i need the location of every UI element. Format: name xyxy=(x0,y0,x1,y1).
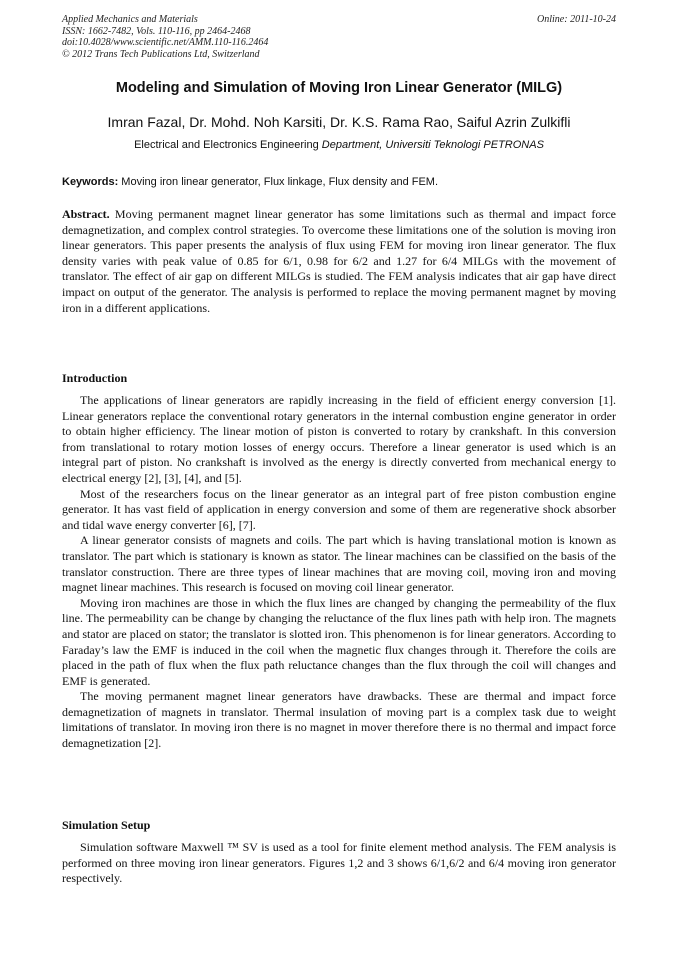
paragraph: A linear generator consists of magnets and coils. The part which is having translational motion is known as translator. The part which is stationary is known as stator. The linear machines can be classified on the basis of the translator construction. There are three types of linear machines that are moving coil, moving iron and moving magnet linear machines. This research is focused on moving coil linear generator. xyxy=(62,533,616,595)
journal-doi: doi:10.4028/www.scientific.net/AMM.110-116.2464 xyxy=(62,37,269,48)
paper-authors: Imran Fazal, Dr. Mohd. Noh Karsiti, Dr. K.S. Rama Rao, Saiful Azrin Zulkifli xyxy=(107,114,571,130)
keywords-label: Keywords: xyxy=(62,176,119,188)
paragraph: Moving iron machines are those in which the flux lines are changed by changing the permeability of the flux line. The permeability can be change by changing the reluctance of the flux lines path with help iron. The magnets and stator are placed on stator; the translator is slotted iron. This phenomenon is for linear generators. According to Faraday’s law the EMF is induced in the coil when the magnetic flux changes through it. Therefore the coils are placed in the path of flux when the flux path reluctance changes than the flux through the coil will changes and EMF is generated. xyxy=(62,595,616,688)
journal-name: Applied Mechanics and Materials xyxy=(62,14,198,25)
affiliation-plain: Electrical and Electronics Engineering xyxy=(134,139,322,151)
paragraph: The moving permanent magnet linear generators have drawbacks. These are thermal and impact force demagnetization of magnets in translator. Thermal insulation of moving part is a complex task due to weight limitations of translator. In moving iron there is no magnet in mover therefore there is no thermal and impact force demagnetization [2]. xyxy=(62,689,616,751)
online-date: Online: 2011-10-24 xyxy=(537,14,616,25)
paragraph: Simulation software Maxwell ™ SV is used as a tool for finite element method analysis. The FEM analysis is performed on three moving iron linear generators. Figures 1,2 and 3 shows 6/1,6/2 and 6/4 moving iron generator respectively. xyxy=(62,840,616,886)
paper-title: Modeling and Simulation of Moving Iron Linear Generator (MILG) xyxy=(115,80,563,96)
abstract-label: Abstract. xyxy=(62,207,110,221)
affiliation-italic: Department, Universiti Teknologi PETRONAS xyxy=(321,139,544,151)
simulation-body xyxy=(62,840,616,887)
abstract-text: Moving permanent magnet linear generator has some limitations such as thermal and impact force demagnetization, and complex control strategies. To overcome these limitations one of the solution is moving iron linear generators. This paper presents the analysis of flux using FEM for moving iron linear generator. The flux density varies with peak value of 0.85 for 6/1, 0.98 for 6/2 and 1.27 for 6/4 MILGs with the movement of translator. The effect of air gap on different MILGs is studied. The FEM analysis indicates that air gap have direct impact on output of the generator. The analysis is performed to replace the moving permanent magnet by moving iron in a different applications. xyxy=(62,207,616,315)
paper-affiliation xyxy=(62,139,616,151)
keywords-text: Moving iron linear generator, Flux linkage, Flux density and FEM. xyxy=(118,176,439,188)
paragraph: The applications of linear generators are rapidly increasing in the field of efficient energy conversion [1]. Linear generators replace the conventional rotary generators in the internal combustion engine generator in order to obtain higher efficiency. The linear motion of piston is converted to rotary by crankshaft. In this conversion from translational to rotary motion losses of energy occurs. Therefore a linear generator is used which is an integral part of piston. No crankshaft is involved as the energy is directly converted from mechanical energy to electrical energy [2], [3], [4], and [5]. xyxy=(62,393,616,485)
keywords xyxy=(62,176,616,188)
journal-copyright: © 2012 Trans Tech Publications Ltd, Switzerland xyxy=(62,48,260,60)
abstract xyxy=(62,207,616,316)
section-heading-simulation: Simulation Setup xyxy=(62,818,151,832)
paragraph: Most of the researchers focus on the linear generator as an integral part of free piston combustion engine generator. It has vast field of application in energy conversion and some of them are regenerative shock absorber and tidal wave energy converter [6], [7]. xyxy=(62,486,616,532)
section-heading-introduction: Introduction xyxy=(62,371,128,385)
journal-header xyxy=(62,14,616,60)
introduction-body xyxy=(62,393,616,752)
journal-issn: ISSN: 1662-7482, Vols. 110-116, pp 2464-2468 xyxy=(62,25,251,37)
